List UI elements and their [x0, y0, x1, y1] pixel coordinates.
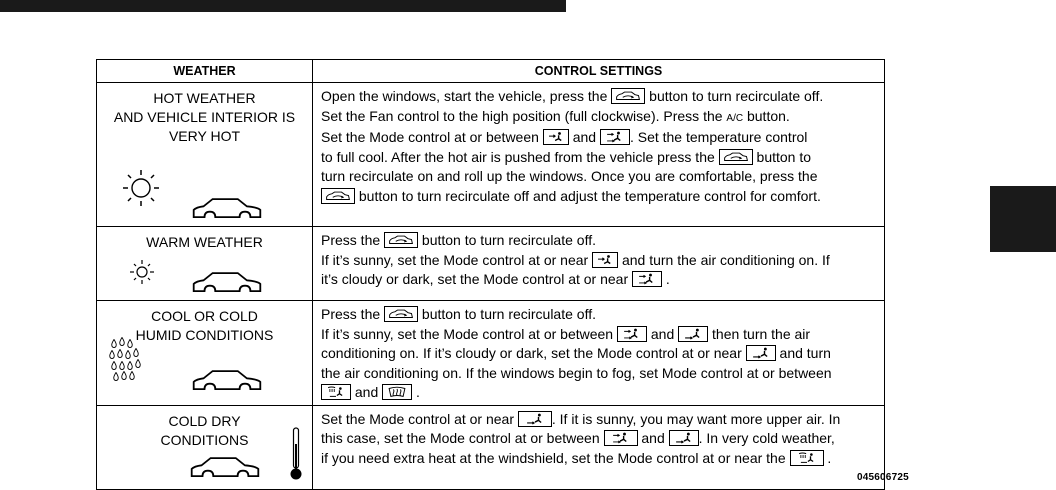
panel-vent-mode-icon [543, 129, 569, 145]
weather-cell-cold-dry [97, 405, 313, 489]
recirculation-button-icon [384, 306, 418, 322]
car-icon [191, 367, 263, 395]
text-line: Press the button to turn recirculate off. [321, 306, 596, 322]
weather-label-cold-dry: COLD DRY CONDITIONS [160, 412, 249, 448]
text-line: Open the windows, start the vehicle, press the button to turn recirculate off. [321, 88, 824, 104]
floor-defrost-mix-mode-icon [790, 450, 824, 466]
car-icon [191, 195, 263, 223]
bi-level-mode-icon [604, 430, 638, 446]
text-line: Set the Mode control at or between and . Set the temperature control [321, 129, 808, 145]
sun-icon [113, 167, 169, 215]
header-weather: WEATHER [97, 60, 313, 83]
text-line: conditioning on. If it’s cloudy or dark, set the Mode control at or near and turn [321, 345, 831, 361]
text-line: the air conditioning on. If the windows begin to fog, set Mode control at or between [321, 364, 832, 381]
bi-level-mode-icon [600, 129, 630, 145]
text-line: Set the Fan control to the high position (full clockwise). Press the A/C button. [321, 107, 790, 124]
control-cell-cool-humid [313, 301, 885, 406]
small-sun-icon [127, 257, 157, 287]
text-line: and . [321, 383, 878, 403]
text-line: turn recirculate on and roll up the windows. Once you are comfortable, press the [321, 168, 818, 184]
car-icon [189, 454, 261, 482]
text-line: If it’s sunny, set the Mode control at or between and then turn the air [321, 325, 811, 342]
table-row-cold-dry [97, 405, 885, 489]
text-line: it’s cloudy or dark, set the Mode control at or near . [321, 271, 670, 287]
bi-level-mode-icon [617, 326, 647, 342]
floor-mode-icon [746, 345, 776, 361]
weather-cell-hot [97, 83, 313, 227]
text-line: if you need extra heat at the windshield, set the Mode control at or near the . [321, 449, 832, 466]
header-control-settings: CONTROL SETTINGS [313, 60, 885, 83]
bi-level-mode-icon [632, 271, 662, 287]
defrost-mode-icon [382, 384, 412, 400]
top-black-bar [0, 0, 566, 12]
floor-mode-icon [678, 326, 708, 342]
climate-settings-table [96, 59, 885, 490]
weather-cell-warm [97, 227, 313, 301]
ac-label: A/C [726, 112, 744, 124]
thermometer-icon [289, 426, 303, 482]
floor-defrost-mix-mode-icon [321, 384, 351, 400]
recirculation-button-icon [611, 88, 645, 104]
text-line: this case, set the Mode control at or between and . In very cold weather, [321, 430, 835, 446]
figure-code: 045606725 [857, 472, 909, 483]
weather-label-hot: HOT WEATHER AND VEHICLE INTERIOR IS VERY HOT [113, 90, 296, 144]
car-icon [191, 269, 263, 297]
recirculation-button-icon [321, 188, 355, 204]
section-tab-marker [990, 186, 1056, 252]
text-line: button to turn recirculate off and adjust the temperature control for comfort. [321, 187, 878, 207]
text-line: Press the button to turn recirculate off. [321, 232, 596, 248]
table-header-row [97, 60, 885, 83]
raindrops-icon [107, 337, 157, 383]
control-cell-warm [313, 227, 885, 301]
weather-label-cool-humid: COOL OR COLD HUMID CONDITIONS [135, 308, 274, 343]
text-line: Set the Mode control at or near . If it is sunny, you may want more upper air. In [321, 410, 841, 427]
control-cell-hot [313, 83, 885, 227]
panel-vent-mode-icon [592, 252, 618, 268]
floor-mode-icon [669, 430, 699, 446]
text-line: to full cool. After the hot air is pushed from the vehicle press the button to [321, 148, 812, 165]
floor-mode-icon [518, 411, 552, 427]
table-row-cool-humid [97, 301, 885, 406]
table-row-hot-weather [97, 83, 885, 227]
table-row-warm-weather [97, 227, 885, 301]
control-cell-cold-dry [313, 405, 885, 489]
text-line: If it’s sunny, set the Mode control at or near and turn the air conditioning on. If [321, 251, 830, 268]
weather-cell-cool-humid [97, 301, 313, 406]
recirculation-button-icon [719, 149, 753, 165]
weather-label-warm: WARM WEATHER [146, 234, 263, 250]
recirculation-button-icon [384, 232, 418, 248]
